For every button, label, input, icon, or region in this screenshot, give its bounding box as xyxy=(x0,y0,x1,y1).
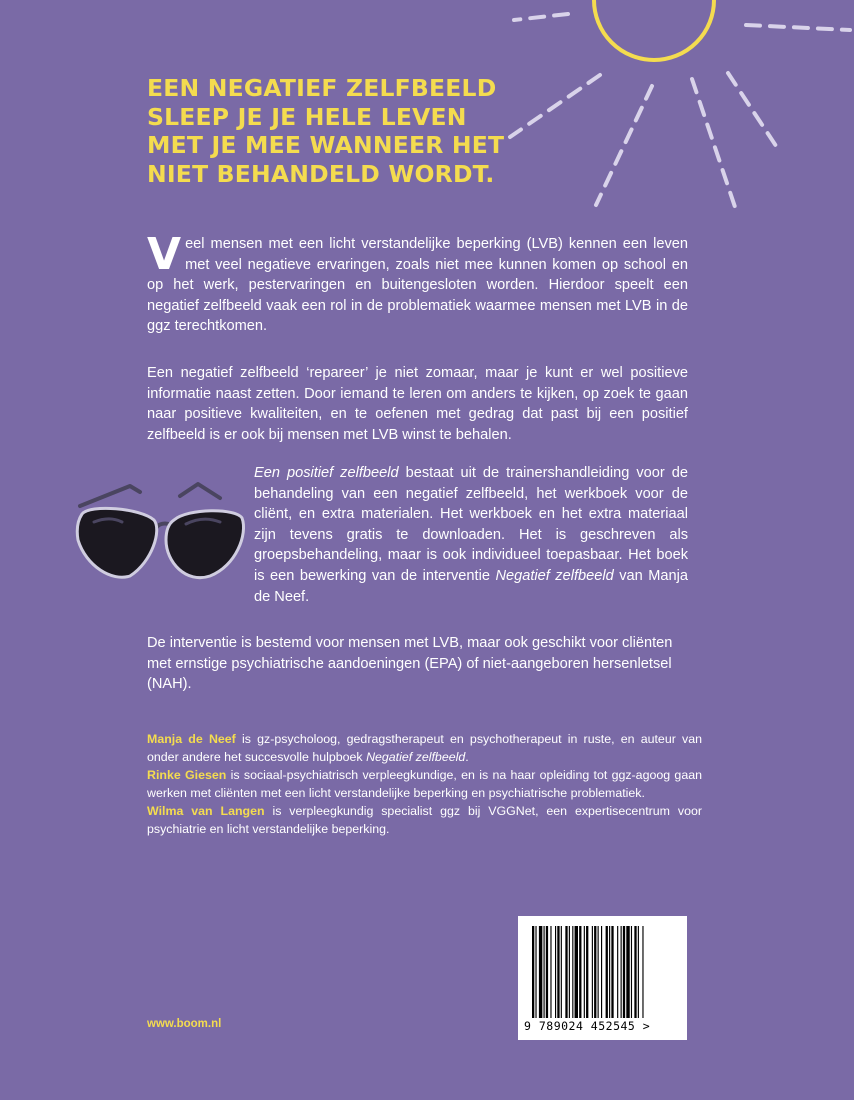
author-bio-end: . xyxy=(465,750,469,764)
sun-icon xyxy=(500,0,854,225)
intro-text: eel mensen met een licht verstandelijke beperking (LVB) kennen een leven met veel negatieve ervaringen, zoals niet mee kunnen komen op school en op het werk, pestervaringen en buitengesloten worden. Hierdoor speelt een negatief zelfbeeld vaak een rol in de problematiek waarmee mensen met LVB in de ggz terechtkomen. xyxy=(147,236,688,335)
book-description-end: van Manja de Neef. xyxy=(254,567,688,605)
barcode xyxy=(518,916,687,1040)
headline-line: MET JE MEE WANNEER HET xyxy=(147,131,505,159)
headline-line: EEN NEGATIEF ZELFBEELD xyxy=(147,74,497,102)
author-bio xyxy=(147,766,702,802)
author-bio-text: is gz-psycholoog, gedragstherapeut en psychotherapeut in ruste, en auteur van onder andere het succesvolle hulpboek xyxy=(147,732,702,764)
book-title: Een positief zelfbeeld xyxy=(254,465,399,481)
author-name: Wilma van Langen xyxy=(147,804,265,818)
headline xyxy=(147,74,527,188)
drop-cap: V xyxy=(147,229,182,280)
author-bio-text: is verpleegkundig specialist ggz bij VGGNet, een expertisecentrum voor psychiatrie en licht verstandelijke beperking. xyxy=(147,804,702,836)
author-bio-text: is sociaal-psychiatrisch verpleegkundige, en is na haar opleiding tot ggz-agoog gaan werken met cliënten met een licht verstandelijke beperking en psychiatrische problematiek. xyxy=(147,768,702,800)
paragraph-repair: Een negatief zelfbeeld ‘repareer’ je niet zomaar, maar je kunt er wel positieve informatie naast zetten. Door iemand te leren om anders te kijken, op zoek te gaan naar positieve kwaliteiten, en te oefenen met gedrag dat past bij een positief zelfbeeld is er ook bij mensen met LVB winst te behalen. xyxy=(147,365,688,443)
isbn-number: 9 789024 452545 > xyxy=(524,1019,651,1033)
publisher-website: www.boom.nl xyxy=(147,1018,222,1030)
sunglasses-icon xyxy=(70,478,248,588)
intervention-title: Negatief zelfbeeld xyxy=(495,567,614,584)
barcode-icon xyxy=(528,926,677,1018)
author-book-title: Negatief zelfbeeld xyxy=(366,750,466,764)
headline-line: NIET BEHANDELD WORDT. xyxy=(147,159,495,188)
author-name: Manja de Neef xyxy=(147,732,236,746)
intro-paragraph xyxy=(147,229,688,337)
paragraph-book-description xyxy=(254,463,688,607)
author-bio xyxy=(147,730,702,766)
author-bios xyxy=(147,730,702,838)
book-description: bestaat uit de trainershandleiding voor de behandeling van een negatief zelfbeeld, het werkboek voor de cliënt, en extra materialen. Het werkboek en het extra materiaal zijn tevens gratis te downloaden. Het is geschreven als groepsbehandeling, maar is ook individueel toepasbaar. Het boek is een bewerking van de interventie xyxy=(254,465,688,584)
headline-line: SLEEP JE JE HELE LEVEN xyxy=(147,102,467,131)
paragraph-audience: De interventie is bestemd voor mensen met LVB, maar ook geschikt voor cliënten met ernstige psychiatrische aandoeningen (EPA) of niet-aangeboren hersenletsel (NAH). xyxy=(147,635,673,693)
author-name: Rinke Giesen xyxy=(147,768,227,782)
author-bio xyxy=(147,802,702,838)
